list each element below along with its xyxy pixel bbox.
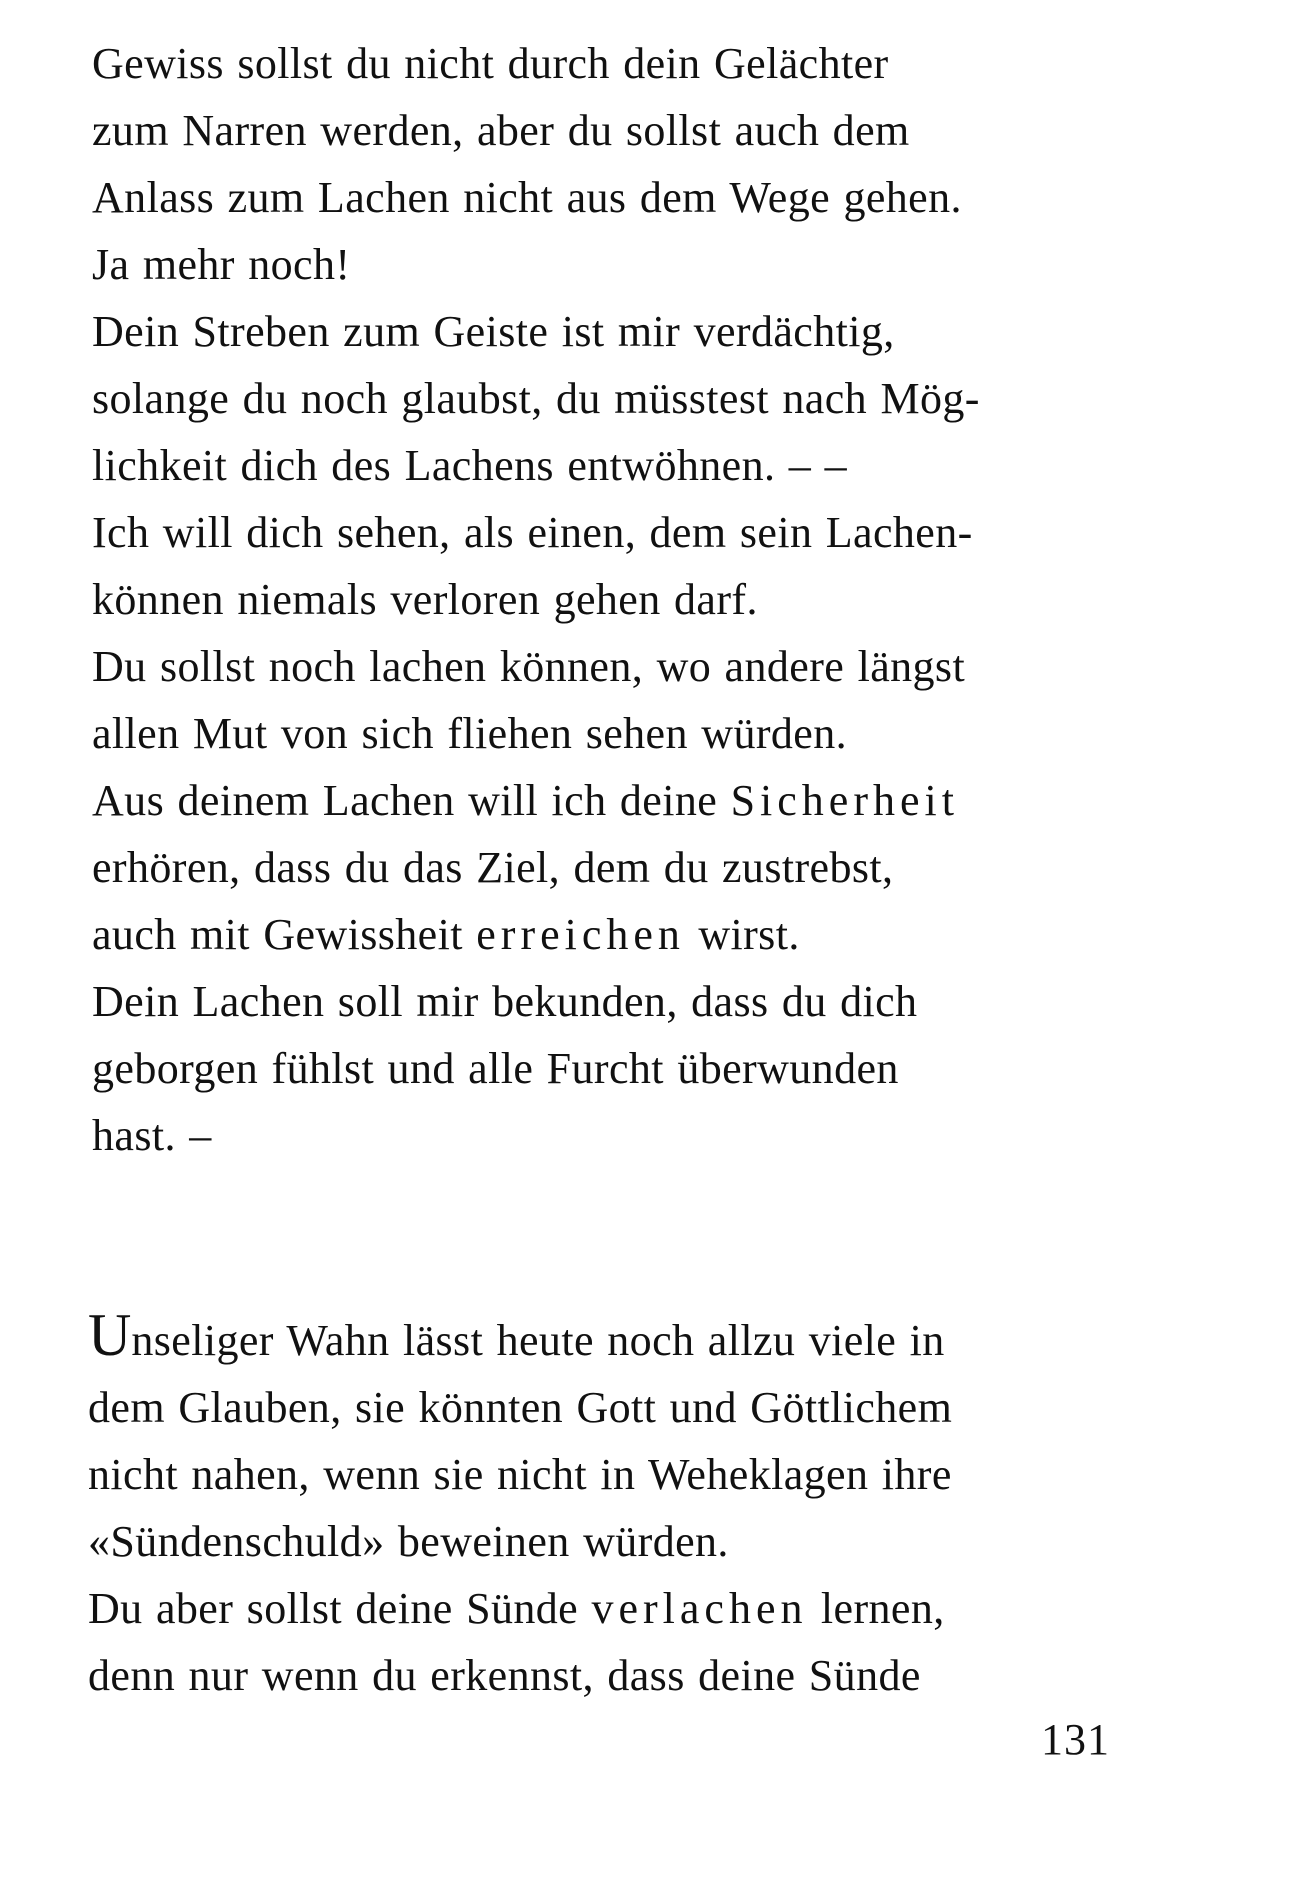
text-line: allen Mut von sich fliehen sehen würden. [92, 709, 848, 758]
text-line: nicht nahen, wenn sie nicht in Weheklagen ihre [88, 1450, 952, 1499]
text-line: erhören, dass du das Ziel, dem du zustrebst, [92, 843, 894, 892]
text-section-sin [88, 1302, 1100, 1709]
text-line: können niemals verloren gehen darf. [92, 575, 758, 624]
paragraph-2 [92, 298, 1104, 499]
text-line: auch mit Gewissheit [92, 910, 477, 959]
text-line: Du sollst noch lachen können, wo andere längst [92, 642, 966, 691]
text-line: lichkeit dich des Lachens entwöhnen. – – [92, 441, 848, 490]
text-line: hast. – [92, 1111, 212, 1160]
emphasized-word: erreichen [476, 910, 685, 959]
text-line: Gewiss sollst du nicht durch dein Gelächter [92, 39, 889, 88]
text-line: «Sündenschuld» beweinen würden. [88, 1517, 729, 1566]
paragraph-4 [92, 633, 1104, 767]
text-line: denn nur wenn du erkennst, dass deine Sünde [88, 1651, 921, 1700]
text-line: Dein Streben zum Geiste ist mir verdächtig, [92, 307, 895, 356]
paragraph-6 [92, 968, 1104, 1169]
text-line: solange du noch glaubst, du müsstest nach Mög- [92, 374, 980, 423]
emphasized-word: Sicherheit [730, 776, 959, 825]
paragraph-7 [88, 1302, 1100, 1575]
text-line: geborgen fühlst und alle Furcht überwunden [92, 1044, 899, 1093]
text-line: Ja mehr noch! [92, 240, 351, 289]
paragraph-3 [92, 499, 1104, 633]
text-line: zum Narren werden, aber du sollst auch dem [92, 106, 910, 155]
page-number: 131 [1041, 1715, 1110, 1764]
text-line: nseliger Wahn lässt heute noch allzu viele in [131, 1316, 945, 1365]
text-line: Dein Lachen soll mir bekunden, dass du dich [92, 977, 918, 1026]
paragraph-8 [88, 1575, 1100, 1709]
paragraph-1 [92, 30, 1104, 298]
text-line: lernen, [807, 1584, 945, 1633]
text-line: Aus deinem Lachen will ich deine [92, 776, 731, 825]
text-line: Du aber sollst deine Sünde [88, 1584, 592, 1633]
text-line: dem Glauben, sie könnten Gott und Göttlichem [88, 1383, 953, 1432]
text-line: wirst. [684, 910, 800, 959]
emphasized-word: verlachen [591, 1584, 808, 1633]
text-line: Ich will dich sehen, als einen, dem sein Lachen- [92, 508, 973, 557]
paragraph-5 [92, 767, 1104, 968]
drop-cap: U [88, 1302, 132, 1368]
text-line: Anlass zum Lachen nicht aus dem Wege gehen. [92, 173, 962, 222]
text-section-laughter [92, 30, 1104, 1169]
